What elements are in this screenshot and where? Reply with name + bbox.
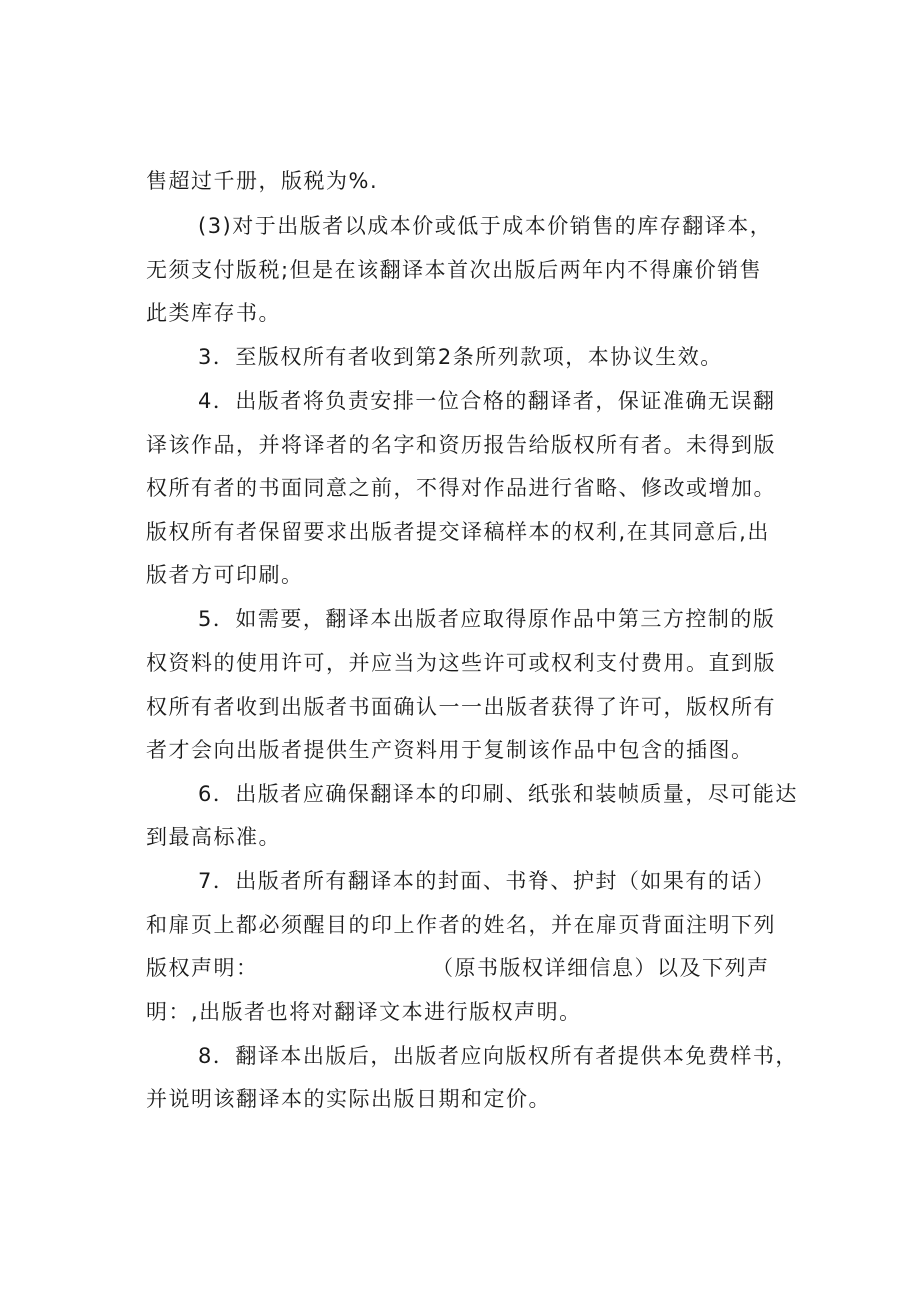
text-line: 版权声明： xyxy=(146,956,259,980)
text-line: 7．出版者所有翻译本的封面、书脊、护封（如果有的话） xyxy=(198,869,776,893)
text-line: 此类库存书。 xyxy=(146,301,281,325)
text-line: 无须支付版税;但是在该翻译本首次出版后两年内不得廉价销售 xyxy=(146,258,763,282)
text-line: 4．出版者将负责安排一位合格的翻译者，保证准确无误翻 xyxy=(198,389,776,413)
text-line: 并说明该翻译本的实际出版日期和定价。 xyxy=(146,1087,551,1111)
text-line: 3．至版权所有者收到第2条所列款项，本协议生效。 xyxy=(198,345,723,369)
text-line: (3)对于出版者以成本价或低于成本价销售的库存翻译本， xyxy=(198,214,773,238)
text-line: 到最高标准。 xyxy=(146,825,281,849)
text-line: 8．翻译本出版后，出版者应向版权所有者提供本免费样书， xyxy=(198,1044,798,1068)
text-line: 和扉页上都必须醒目的印上作者的姓名，并在扉页背面注明下列 xyxy=(146,913,776,937)
text-line: 5．如需要，翻译本出版者应取得原作品中第三方控制的版 xyxy=(198,607,776,631)
text-line: 权资料的使用许可，并应当为这些许可或权利支付费用。直到版 xyxy=(146,651,776,675)
text-line: 售超过千册，版税为%. xyxy=(146,169,379,193)
text-line: 权所有者的书面同意之前，不得对作品进行省略、修改或增加。 xyxy=(146,476,776,500)
text-line: 权所有者收到出版者书面确认一一出版者获得了许可，版权所有 xyxy=(146,695,776,719)
text-line: 译该作品，并将译者的名字和资历报告给版权所有者。未得到版 xyxy=(146,433,776,457)
text-line: 明：,出版者也将对翻译文本进行版权声明。 xyxy=(146,1000,582,1024)
text-line: （原书版权详细信息）以及下列声 xyxy=(432,956,770,980)
text-line: 6．出版者应确保翻译本的印刷、纸张和装帧质量，尽可能达 xyxy=(198,782,798,806)
text-line: 者才会向出版者提供生产资料用于复制该作品中包含的插图。 xyxy=(146,738,754,762)
text-line: 版权所有者保留要求出版者提交译稿样本的权利,在其同意后,出 xyxy=(146,520,770,544)
text-line: 版者方可印刷。 xyxy=(146,563,304,587)
